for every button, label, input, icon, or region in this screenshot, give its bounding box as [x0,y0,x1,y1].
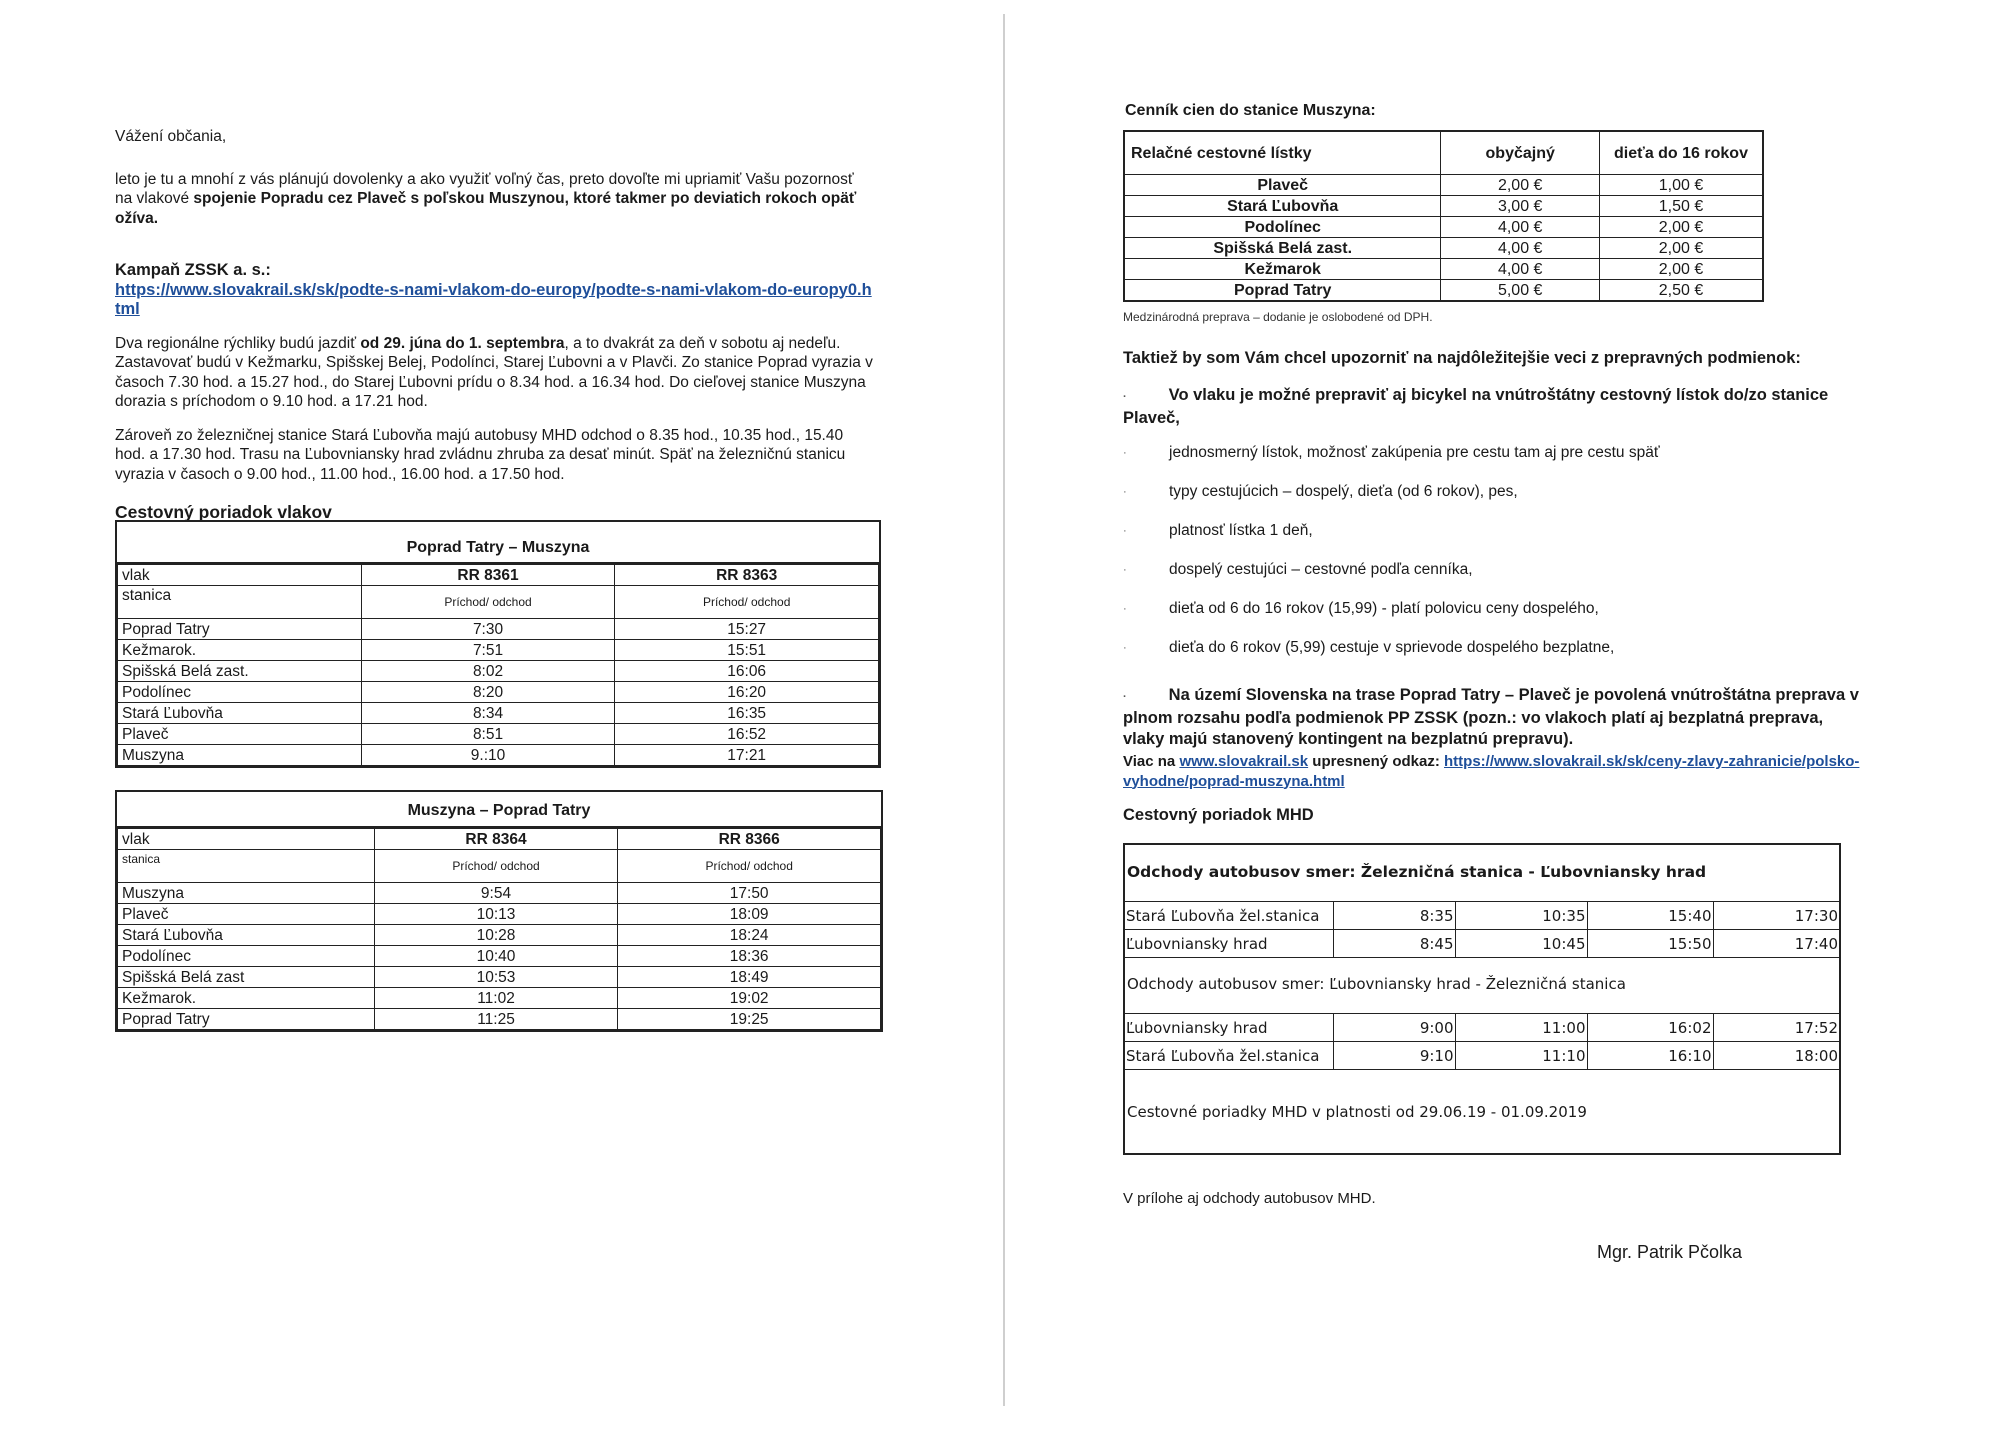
time-cell: 16:02 [1587,1014,1713,1042]
list-item [1123,521,1863,560]
arrival-departure-label: Príchod/ odchod [361,586,615,619]
time-cell: 11:25 [374,1009,618,1030]
attachment-note: V prílohe aj odchody autobusov MHD. [1123,1190,1376,1207]
bicycle-condition [1123,385,1863,429]
bullet-icon: · [1123,603,1127,615]
time-cell: 8:20 [361,682,615,703]
conditions-heading: Taktiež by som Vám chcel upozorniť na najdôležitejšie veci z prepravných podmienok: [1123,349,1801,367]
arrival-departure-label: Príchod/ odchod [374,850,618,883]
table-row [118,946,881,967]
table-row [118,1009,881,1030]
stanica-label: stanica [118,586,362,619]
station-name: Spišská Belá zast. [118,661,362,682]
table-row [118,682,879,703]
campaign-label: Kampaň ZSSK a. s.: [115,261,271,279]
time-cell: 19:25 [618,1009,881,1030]
price-cell: 1,50 € [1600,196,1763,217]
table-row [1125,1014,1839,1042]
table-row [118,883,881,904]
bullet-icon: · [1123,642,1127,654]
vlak-label: vlak [118,565,362,586]
table-row [118,640,879,661]
station-name: Podolínec [1124,217,1441,238]
bullet-icon: · [1123,525,1127,537]
table1-grid [117,564,879,766]
time-cell: 16:20 [615,682,879,703]
mhd-heading: Cestovný poriadok MHD [1123,806,1314,824]
table-row [1124,280,1763,302]
time-cell: 18:00 [1713,1042,1839,1070]
para1-c: , a to dvakrát za deň v sobotu aj nedeľu. Zastavovať budú v Kežmarku, Spišskej Belej, Podolínci, Starej Ľubovni a v Plavči. Zo stanice Poprad vyrazia v časoch 7.30 hod. a 15.27 hod., do Starej Ľubovni prídu o 8.34 hod. a 16.34 hod. Do cieľovej stanice Muszyna dorazia s príchodom o 9.10 hod. a 17.21 hod. [115,334,873,410]
domestic-transport-text: Na území Slovenska na trase Poprad Tatry – Plaveč je povolená vnútroštátna preprava v plnom rozsahu podľa podmienok PP ZSSK (pozn.: vo vlakoch platí aj bezplatná preprava, vlaky majú stanovený kontingent na bezplatnú prepravu). [1123,686,1859,748]
table-row [1124,217,1763,238]
station-name: Spišská Belá zast [118,967,375,988]
bullet-icon: · [1123,391,1127,403]
table-row [118,703,879,724]
more-info [1123,752,1883,791]
time-cell: 19:02 [618,988,881,1009]
time-cell: 11:10 [1455,1042,1587,1070]
table-row [118,904,881,925]
station-name: Plaveč [118,724,362,745]
list-item [1123,482,1863,521]
list-item-text: typy cestujúcich – dospelý, dieťa (od 6 rokov), pes, [1169,483,1518,500]
time-cell: 9:10 [1333,1042,1455,1070]
stanica-label: stanica [118,850,375,883]
table-row [118,745,879,766]
time-cell: 16:10 [1587,1042,1713,1070]
time-cell: 17:50 [618,883,881,904]
time-cell: 15:51 [615,640,879,661]
bullet-icon: · [1123,447,1127,459]
time-cell: 10:35 [1455,902,1587,930]
time-cell: 18:09 [618,904,881,925]
price-cell: 5,00 € [1441,280,1600,302]
list-item [1123,560,1863,599]
list-item [1123,599,1863,638]
time-cell: 8:45 [1333,930,1455,958]
table2-title: Muszyna – Poprad Tatry [117,792,881,828]
time-cell: 10:40 [374,946,618,967]
time-cell: 8:35 [1333,902,1455,930]
price-cell: 2,00 € [1441,175,1600,196]
station-name: Stará Ľubovňa [1124,196,1441,217]
table-row [118,988,881,1009]
price-cell: 2,00 € [1600,238,1763,259]
page-divider [1003,14,1005,1406]
timetable-heading: Cestovný poriadok vlakov [115,502,332,522]
price-cell: 4,00 € [1441,259,1600,280]
time-cell: 18:49 [618,967,881,988]
list-item-text: dieťa do 6 rokov (5,99) cestuje v sprievode dospelého bezplatne, [1169,639,1615,656]
price-cell: 2,00 € [1600,259,1763,280]
intro-text: leto je tu a mnohí z vás plánujú dovolenky a ako využiť voľný čas, preto dovoľte mi upriamiť Vašu pozornosť na vlakové [115,170,854,207]
station-name: Stará Ľubovňa [118,925,375,946]
timetable-muszyna-poprad [115,790,883,1032]
bus-paragraph: Zároveň zo železničnej stanice Stará Ľubovňa majú autobusy MHD odchod o 8.35 hod., 10.35 hod., 15.40 hod. a 17.30 hod. Trasu na Ľubovniansky hrad zvládnu zhruba za desať minút. Späť na železničnú stanicu vyrazia v časoch o 9.00 hod., 11.00 hod., 16.00 hod. a 17.50 hod. [115,426,846,483]
bus-validity: Cestovné poriadky MHD v platnosti od 29.06.19 - 01.09.2019 [1127,1103,1587,1121]
time-cell: 8:02 [361,661,615,682]
time-cell: 11:02 [374,988,618,1009]
greeting: Vážení občania, [115,128,227,145]
table-row [1125,902,1839,930]
timetable-poprad-muszyna [115,520,881,768]
station-name: Plaveč [118,904,375,925]
time-cell: 7:51 [361,640,615,661]
para1-bold: od 29. júna do 1. septembra [360,334,565,352]
station-name: Poprad Tatry [118,1009,375,1030]
time-cell: 7:30 [361,619,615,640]
station-name: Kežmarok. [118,988,375,1009]
arrival-departure-label: Príchod/ odchod [615,586,879,619]
bus-direction-2: Odchody autobusov smer: Ľubovniansky hrad - Železničná stanica [1127,975,1626,993]
train-number: RR 8364 [374,829,618,850]
train-number: RR 8363 [615,565,879,586]
price-header-child: dieťa do 16 rokov [1600,131,1763,175]
schedule-paragraph [115,334,875,412]
list-item [1123,638,1863,677]
price-header-ticket: Relačné cestovné lístky [1124,131,1441,175]
station-name: Podolínec [118,946,375,967]
table1-title: Poprad Tatry – Muszyna [117,522,879,564]
bus-stop: Stará Ľubovňa žel.stanica [1125,902,1333,930]
station-name: Muszyna [118,883,375,904]
ticket-conditions [1123,443,1863,677]
price-cell: 2,50 € [1600,280,1763,302]
bullet-icon: · [1123,564,1127,576]
more-mid: upresnený odkaz: [1308,753,1444,770]
station-name: Stará Ľubovňa [118,703,362,724]
time-cell: 16:35 [615,703,879,724]
time-cell: 15:50 [1587,930,1713,958]
time-cell: 16:52 [615,724,879,745]
slovakrail-link[interactable]: www.slovakrail.sk [1179,753,1309,770]
time-cell: 8:34 [361,703,615,724]
time-cell: 17:52 [1713,1014,1839,1042]
table-row [1124,175,1763,196]
table2-grid [117,828,881,1030]
table-row [118,619,879,640]
station-name: Plaveč [1124,175,1441,196]
table-row [1125,930,1839,958]
bus-direction-1: Odchody autobusov smer: Železničná stanica - Ľubovniansky hrad [1127,863,1707,881]
conditions-list [1123,385,1863,750]
table-row [1125,1042,1839,1070]
table-row [118,925,881,946]
list-item-text: dieťa od 6 do 16 rokov (15,99) - platí polovicu ceny dospelého, [1169,600,1599,617]
table-row [118,724,879,745]
price-cell: 4,00 € [1441,217,1600,238]
price-table [1123,130,1764,302]
time-cell: 16:06 [615,661,879,682]
list-item-text: jednosmerný lístok, možnosť zakúpenia pre cestu tam aj pre cestu späť [1169,444,1660,461]
station-name: Podolínec [118,682,362,703]
time-cell: 15:40 [1587,902,1713,930]
price-cell: 2,00 € [1600,217,1763,238]
bus-table-2 [1125,1013,1839,1070]
train-number: RR 8366 [618,829,881,850]
time-cell: 17:40 [1713,930,1839,958]
time-cell: 17:30 [1713,902,1839,930]
campaign-link[interactable]: https://www.slovakrail.sk/sk/podte-s-nami-vlakom-do-europy/podte-s-nami-vlakom-do-europy0.html [115,280,872,318]
time-cell: 8:51 [361,724,615,745]
list-item-text: platnosť lístka 1 deň, [1169,522,1313,539]
price-cell: 3,00 € [1441,196,1600,217]
table-row [118,661,879,682]
bus-stop: Stará Ľubovňa žel.stanica [1125,1042,1333,1070]
bus-timetable [1123,843,1841,1155]
arrival-departure-label: Príchod/ odchod [618,850,881,883]
bus-table-1 [1125,901,1839,958]
poprad-muszyna-link[interactable]: https://www.slovakrail.sk/sk/ceny-zlavy-zahranicie/polsko-vyhodne/poprad-muszyna.html [1123,753,1860,790]
time-cell: 10:13 [374,904,618,925]
signature: Mgr. Patrik Pčolka [1597,1242,1743,1262]
list-item [1123,443,1863,482]
station-name: Poprad Tatry [118,619,362,640]
station-name: Muszyna [118,745,362,766]
price-heading: Cenník cien do stanice Muszyna: [1125,102,1376,119]
bullet-icon: · [1123,691,1127,703]
intro-bold: spojenie Popradu cez Plaveč s poľskou Muszynou, ktoré takmer po deviatich rokoch opäť ožíva. [115,190,857,227]
time-cell: 10:53 [374,967,618,988]
time-cell: 18:36 [618,946,881,967]
price-cell: 1,00 € [1600,175,1763,196]
bus-stop: Ľubovniansky hrad [1125,930,1333,958]
table-row [1124,238,1763,259]
time-cell: 9:00 [1333,1014,1455,1042]
intro-paragraph [115,170,875,229]
station-name: Kežmarok [1124,259,1441,280]
train-number: RR 8361 [361,565,615,586]
time-cell: 9.:10 [361,745,615,766]
more-prefix: Viac na [1123,753,1180,770]
table-row [1124,196,1763,217]
time-cell: 11:00 [1455,1014,1587,1042]
price-note: Medzinárodná preprava – dodanie je oslobodené od DPH. [1123,310,1433,324]
vlak-label: vlak [118,829,375,850]
para1-a: Dva regionálne rýchliky budú jazdiť [115,334,361,352]
bus-stop: Ľubovniansky hrad [1125,1014,1333,1042]
bullet-icon: · [1123,486,1127,498]
table-row [118,967,881,988]
list-item-text: dospelý cestujúci – cestovné podľa cenníka, [1169,561,1473,578]
left-page [115,127,875,484]
time-cell: 15:27 [615,619,879,640]
time-cell: 10:45 [1455,930,1587,958]
bicycle-text: Vo vlaku je možné prepraviť aj bicykel na vnútroštátny cestovný lístok do/zo stanice Plaveč, [1123,386,1829,427]
domestic-transport-condition [1123,685,1863,750]
price-cell: 4,00 € [1441,238,1600,259]
table-row [1124,259,1763,280]
station-name: Spišská Belá zast. [1124,238,1441,259]
station-name: Kežmarok. [118,640,362,661]
campaign-link-wrap [115,281,875,320]
time-cell: 17:21 [615,745,879,766]
time-cell: 18:24 [618,925,881,946]
time-cell: 10:28 [374,925,618,946]
station-name: Poprad Tatry [1124,280,1441,302]
time-cell: 9:54 [374,883,618,904]
price-header-regular: obyčajný [1441,131,1600,175]
